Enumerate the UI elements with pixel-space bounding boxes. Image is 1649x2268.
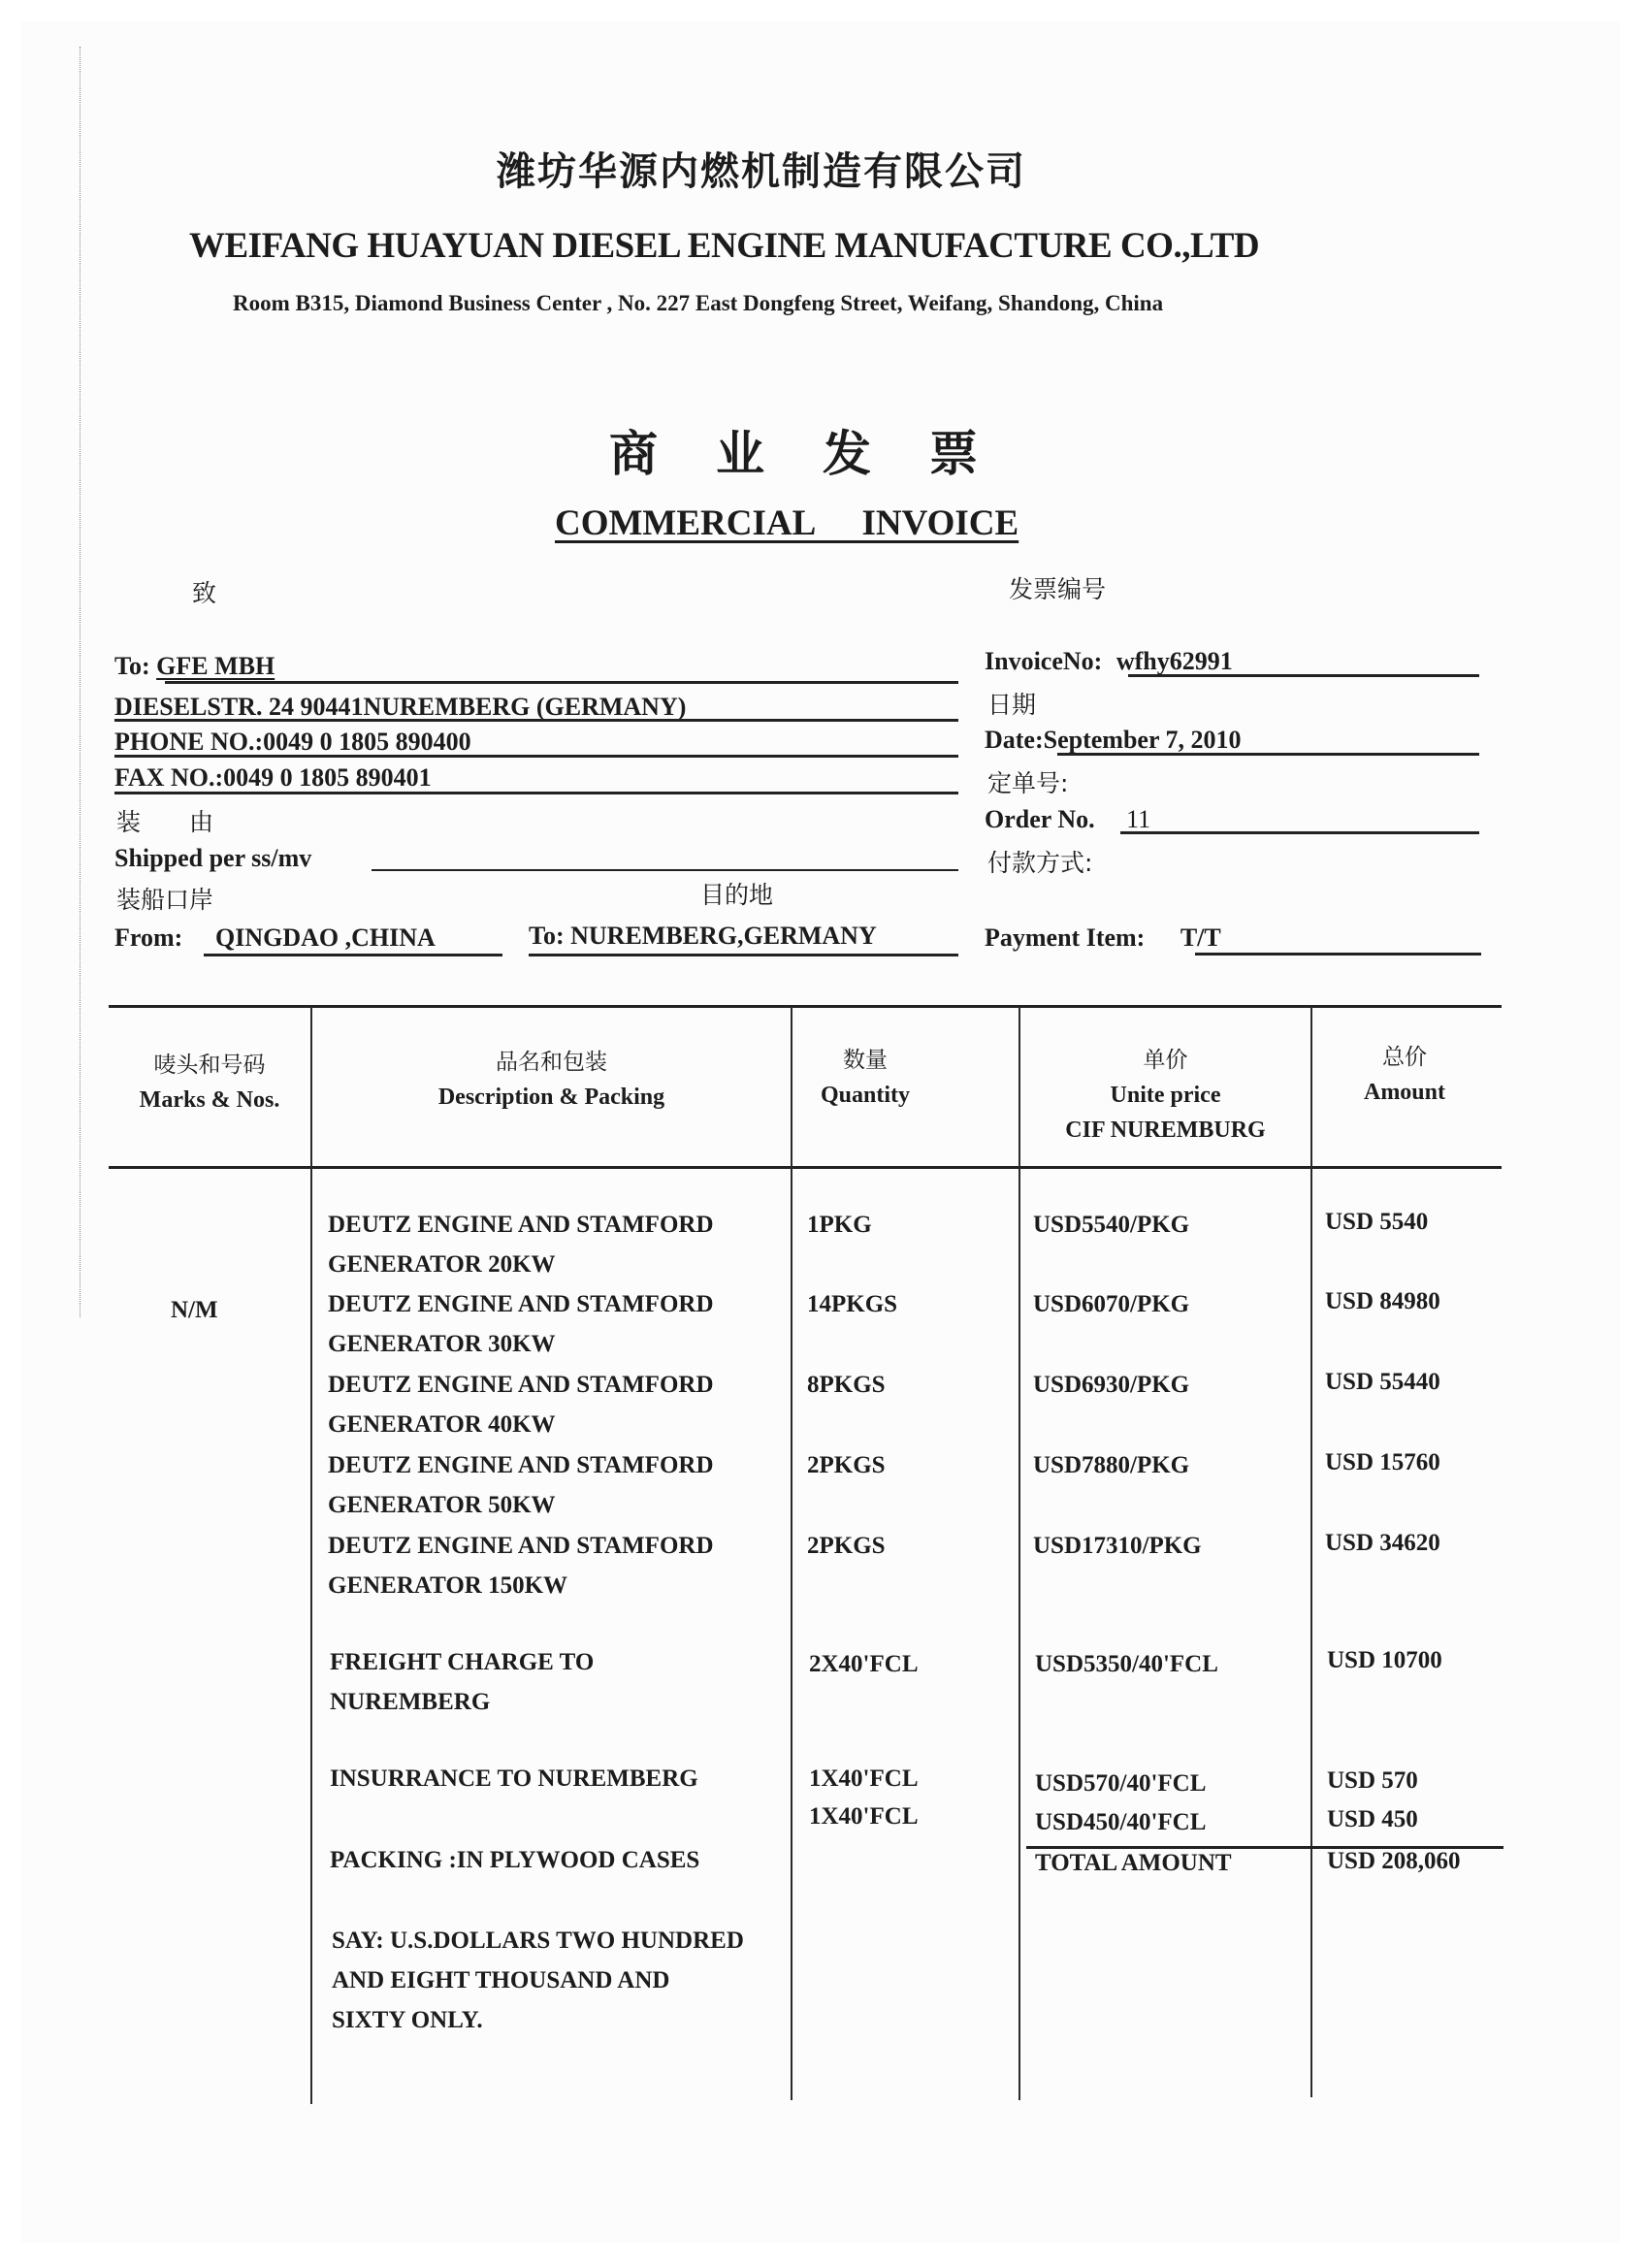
invoice-no-label-cn: 发票编号 (1009, 575, 1107, 603)
payment-value: T/T (1180, 923, 1221, 952)
row-description: GENERATOR 50KW (328, 1492, 556, 1518)
order-value: 11 (1126, 805, 1151, 833)
insurance-amount: USD 570 (1327, 1767, 1418, 1794)
insurance-quantity: 1X40'FCL (809, 1766, 919, 1792)
order-line (985, 805, 1150, 834)
order-label-cn: 定单号: (987, 769, 1069, 797)
row-description: GENERATOR 20KW (328, 1251, 556, 1278)
header-description (312, 1045, 791, 1115)
row-amount: USD 55440 (1325, 1369, 1440, 1395)
company-name-cn: 潍坊华源内燃机制造有限公司 (497, 149, 1026, 194)
buyer-to-label: To: (114, 652, 150, 680)
header-description-cn: 品名和包装 (496, 1050, 607, 1075)
payment-underline (1195, 953, 1481, 956)
document-title-cn: 商业发票 (609, 426, 1036, 482)
document-title-en: COMMERCIAL INVOICE (555, 503, 1019, 543)
row-amount: USD 15760 (1325, 1449, 1440, 1475)
to-label-cn: 致 (192, 579, 217, 607)
insurance-unit-price: USD450/40'FCL (1035, 1809, 1207, 1835)
row-quantity: 14PKGS (807, 1291, 898, 1317)
header-unit-price-sub: CIF NUREMBURG (1065, 1118, 1266, 1143)
freight-amount: USD 10700 (1327, 1647, 1442, 1673)
header-amount-en: Amount (1363, 1080, 1445, 1105)
insurance-unit-price: USD570/40'FCL (1035, 1770, 1207, 1797)
from-port-underline (204, 954, 502, 956)
amount-in-words (332, 1921, 744, 2040)
total-label: TOTAL AMOUNT (1035, 1850, 1232, 1876)
buyer-phone: PHONE NO.:0049 0 1805 890400 (114, 728, 471, 756)
payment-label-cn: 付款方式: (987, 849, 1093, 877)
destination-port: NUREMBERG,GERMANY (570, 922, 877, 950)
row-unit-price: USD6070/PKG (1033, 1291, 1190, 1317)
header-marks-cn: 唛头和号码 (153, 1053, 266, 1078)
amount-in-words-line: AND EIGHT THOUSAND AND (332, 1967, 670, 1993)
row-quantity: 2PKGS (807, 1452, 886, 1478)
invoice-no-underline (1128, 674, 1479, 677)
date-label: Date: (985, 726, 1044, 754)
table-row (328, 1284, 714, 1364)
amount-in-words-line: SAY: U.S.DOLLARS TWO HUNDRED (332, 1928, 744, 1954)
amount-in-words-line: SIXTY ONLY. (332, 2007, 483, 2033)
row-description: GENERATOR 30KW (328, 1331, 556, 1357)
date-label-cn: 日期 (987, 691, 1037, 719)
port-label-cn: 装船口岸 (116, 886, 214, 914)
order-underline (1120, 831, 1479, 834)
from-label: From: (114, 923, 183, 952)
row-description: DEUTZ ENGINE AND STAMFORD (328, 1372, 714, 1398)
order-label: Order No. (985, 805, 1095, 833)
row-description: DEUTZ ENGINE AND STAMFORD (328, 1291, 714, 1317)
buyer-fax: FAX NO.:0049 0 1805 890401 (114, 763, 432, 792)
company-name-en: WEIFANG HUAYUAN DIESEL ENGINE MANUFACTURE CO.,LTD (189, 226, 1260, 266)
freight-unit-price: USD5350/40'FCL (1035, 1651, 1218, 1677)
table-row (328, 1365, 714, 1444)
header-unit-price-cn: 单价 (1143, 1048, 1188, 1073)
row-quantity: 2PKGS (807, 1533, 886, 1559)
buyer-fax-underline (114, 792, 958, 794)
row-unit-price: USD7880/PKG (1033, 1452, 1190, 1478)
header-unit-price-en: Unite price (1110, 1083, 1221, 1108)
packing-note: PACKING :IN PLYWOOD CASES (330, 1847, 700, 1873)
row-amount: USD 34620 (1325, 1530, 1440, 1556)
insurance-amount: USD 450 (1327, 1806, 1418, 1832)
scan-margin-line (80, 47, 81, 1317)
table-row (328, 1526, 714, 1605)
row-unit-price: USD6930/PKG (1033, 1372, 1190, 1398)
payment-line (985, 923, 1221, 953)
table-column-divider (1310, 1007, 1312, 2097)
insurance-description: INSURRANCE TO NUREMBERG (330, 1766, 698, 1792)
invoice-no-value: wfhy62991 (1116, 647, 1233, 675)
header-unit-price (1020, 1043, 1310, 1148)
row-description: GENERATOR 150KW (328, 1572, 568, 1599)
freight-description: NUREMBERG (330, 1689, 491, 1715)
total-value: USD 208,060 (1327, 1848, 1461, 1874)
header-quantity-en: Quantity (820, 1083, 910, 1108)
date-line (985, 726, 1242, 755)
table-row (328, 1205, 714, 1284)
company-address: Room B315, Diamond Business Center , No. 227 East Dongfeng Street, Weifang, Shandong, China (233, 291, 1164, 315)
buyer-address-underline (114, 719, 958, 722)
header-description-en: Description & Packing (437, 1085, 665, 1110)
row-amount: USD 5540 (1325, 1209, 1429, 1235)
destination-label-cn: 目的地 (700, 881, 774, 909)
payment-label: Payment Item: (985, 923, 1146, 952)
header-amount (1312, 1040, 1497, 1110)
insurance-quantity: 1X40'FCL (809, 1803, 919, 1830)
header-quantity-cn: 数量 (843, 1048, 888, 1073)
table-column-divider (791, 1007, 792, 2100)
row-description: DEUTZ ENGINE AND STAMFORD (328, 1452, 714, 1478)
invoice-no-line (985, 647, 1233, 676)
freight-row (330, 1642, 594, 1722)
freight-quantity: 2X40'FCL (809, 1651, 919, 1677)
shipped-vessel-field (372, 869, 958, 871)
shipped-label: Shipped per ss/mv (114, 844, 312, 872)
buyer-name-line (114, 652, 275, 681)
row-quantity: 8PKGS (807, 1372, 886, 1398)
header-amount-cn: 总价 (1382, 1045, 1427, 1070)
header-marks-en: Marks & Nos. (139, 1087, 280, 1113)
invoice-no-label: InvoiceNo: (985, 647, 1103, 675)
row-description: DEUTZ ENGINE AND STAMFORD (328, 1533, 714, 1559)
destination-line (529, 922, 877, 951)
date-value: September 7, 2010 (1043, 726, 1242, 754)
destination-underline (529, 954, 958, 956)
row-description: GENERATOR 40KW (328, 1411, 556, 1438)
table-column-divider (310, 1007, 312, 2104)
buyer-name-underline (165, 681, 958, 684)
row-unit-price: USD5540/PKG (1033, 1212, 1190, 1238)
table-row (328, 1445, 714, 1525)
date-underline (1057, 753, 1479, 756)
row-amount: USD 84980 (1325, 1288, 1440, 1314)
destination-to-label: To: (529, 922, 565, 950)
buyer-address: DIESELSTR. 24 90441NUREMBERG (GERMANY) (114, 693, 687, 721)
row-quantity: 1PKG (807, 1212, 872, 1238)
header-marks (109, 1048, 310, 1118)
table-column-divider (1018, 1007, 1020, 2100)
freight-description: FREIGHT CHARGE TO (330, 1649, 595, 1675)
header-quantity (792, 1043, 938, 1113)
row-unit-price: USD17310/PKG (1033, 1533, 1202, 1559)
shipped-label-cn: 装 由 (116, 808, 214, 836)
page-background (21, 21, 1620, 2243)
table-header-bottom-border (109, 1166, 1502, 1169)
buyer-name: GFE MBH (156, 652, 275, 680)
buyer-phone-underline (114, 755, 958, 758)
row-description: DEUTZ ENGINE AND STAMFORD (328, 1212, 714, 1238)
from-port: QINGDAO ,CHINA (215, 923, 436, 952)
table-top-border (109, 1005, 1502, 1008)
marks-value: N/M (171, 1297, 218, 1323)
